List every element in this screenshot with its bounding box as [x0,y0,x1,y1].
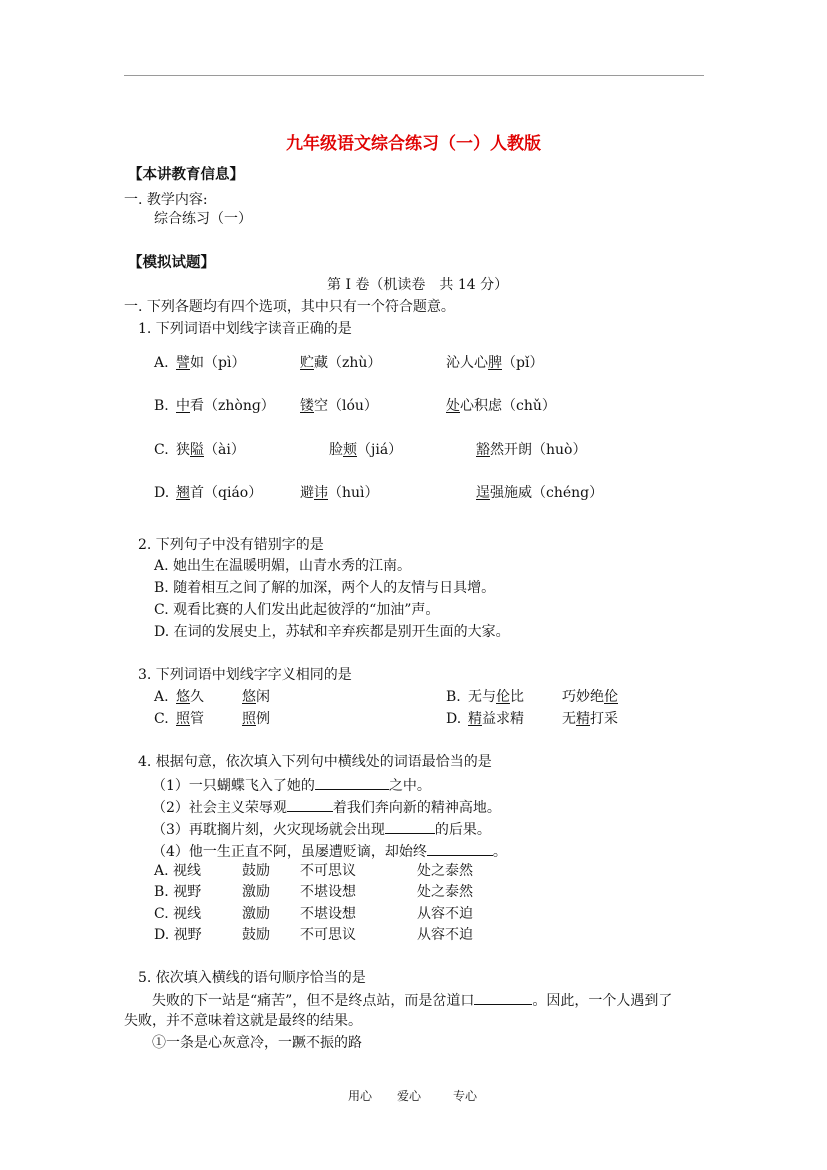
q1-d-word3: 逞强施威（chéng） [476,485,604,501]
q2-stem: 2. 下列句子中没有错别字的是 [138,537,324,553]
q4-option-c-1: C. 视线 [154,906,202,922]
q4-option-a-1: A. 视线 [154,863,202,879]
q1-c-word3: 豁然开朗（huò） [476,442,587,458]
q2-option-c: C. 观看比赛的人们发出此起彼浮的“加油”声。 [154,602,440,618]
q1-d-word2: 避讳（huì） [300,485,379,501]
q4-stem: 4. 根据句意，依次填入下列句中横线处的词语最恰当的是 [138,754,492,770]
q3-b-word2: 巧妙绝伦 [562,689,618,705]
blank-line [315,775,389,790]
q3-d-word2: 无精打采 [562,711,618,727]
q3-b-letter: B. [446,689,461,705]
q4-option-d-1: D. 视野 [154,927,202,943]
q4-sentence-4: （4）他一生正直不阿，虽屡遭贬谪，却始终 。 [152,841,507,861]
q4-option-c-3: 不堪设想 [300,906,356,922]
blank-line [385,819,435,834]
q1-a-word2: 贮藏（zhù） [300,355,382,371]
q3-stem: 3. 下列词语中划线字字义相同的是 [138,667,352,683]
q1-c-word1: 狭隘（ài） [176,442,245,458]
section-heading-mock: 【模拟试题】 [128,254,215,271]
q3-a-word1: 悠久 [176,689,204,705]
q3-c-letter: C. [154,711,169,727]
q3-d-word1: 精益求精 [468,711,524,727]
q4-sentence-3: （3）再耽搁片刻，火灾现场就会出现 的后果。 [152,819,491,839]
q1-d-word1: 翘首（qiáo） [176,485,263,501]
q4-option-a-3: 不可思议 [300,863,356,879]
q4-option-b-3: 不堪设想 [300,884,356,900]
q4-option-d-2: 鼓励 [242,927,270,943]
q1-c-letter: C. [154,442,169,458]
q3-a-letter: A. [154,689,169,705]
q1-c-word2: 脸颊（jiá） [329,442,403,458]
q3-d-letter: D. [446,711,462,727]
teaching-content-label: 一. 教学内容: [124,192,208,208]
q4-option-b-4: 处之泰然 [417,884,473,900]
q4-sentence-2: （2）社会主义荣辱观 着我们奔向新的精神高地。 [152,797,501,817]
q1-b-word3: 处心积虑（chǔ） [446,398,556,414]
q2-option-a: A. 她出生在温暖明媚，山青水秀的江南。 [154,558,412,574]
q4-sentence-1: （1）一只蝴蝶飞入了她的 之中。 [152,775,431,795]
q4-option-b-2: 激励 [242,884,270,900]
q5-option-1: ①一条是心灰意冷，一蹶不振的路 [152,1035,362,1051]
footer-text-1: 用心 [348,1089,373,1103]
q3-a-word2: 悠闲 [242,689,270,705]
q5-paragraph-line2: 失败，并不意味着这就是最终的结果。 [124,1013,362,1029]
q1-b-letter: B. [154,398,169,414]
blank-line [474,990,532,1005]
q1-b-word2: 镂空（lóu） [300,398,378,414]
blank-line [427,841,493,856]
blank-line [287,797,333,812]
teaching-content-value: 综合练习（一） [154,211,252,227]
q3-c-word1: 照管 [176,711,204,727]
section-heading-info: 【本讲教育信息】 [128,166,244,183]
q2-option-b: B. 随着相互之间了解的加深，两个人的友情与日具增。 [154,580,496,596]
q4-option-a-4: 处之泰然 [417,863,473,879]
footer-text-2: 爱心 [397,1089,422,1103]
volume-caption: 第 I 卷（机读卷 共 14 分） [327,277,509,293]
q3-c-word2: 照例 [242,711,270,727]
q1-a-letter: A. [154,355,169,371]
q4-option-d-4: 从容不迫 [417,927,473,943]
q4-option-b-1: B. 视野 [154,884,202,900]
q4-option-d-3: 不可思议 [300,927,356,943]
q3-b-word1: 无与伦比 [468,689,524,705]
q5-stem: 5. 依次填入横线的语句顺序恰当的是 [138,970,366,986]
q1-a-word1: 譬如（pì） [176,355,246,371]
q1-stem: 1. 下列词语中划线字读音正确的是 [138,321,352,337]
footer-text-3: 专心 [453,1089,478,1103]
q5-paragraph-line1: 失败的下一站是“痛苦”，但不是终点站，而是岔道口 。因此，一个人遇到了 [152,990,672,1010]
q2-option-d: D. 在词的发展史上，苏轼和辛弃疾都是别开生面的大家。 [154,624,510,640]
q1-d-letter: D. [154,485,170,501]
q1-a-word3: 沁人心脾（pǐ） [446,355,544,371]
q4-option-c-4: 从容不迫 [417,906,473,922]
header-rule [124,75,704,76]
page-title: 九年级语文综合练习（一）人教版 [286,134,541,154]
q1-b-word1: 中看（zhònɡ） [176,398,275,414]
q4-option-c-2: 激励 [242,906,270,922]
instructions: 一. 下列各题均有四个选项，其中只有一个符合题意。 [124,299,455,315]
q4-option-a-2: 鼓励 [242,863,270,879]
